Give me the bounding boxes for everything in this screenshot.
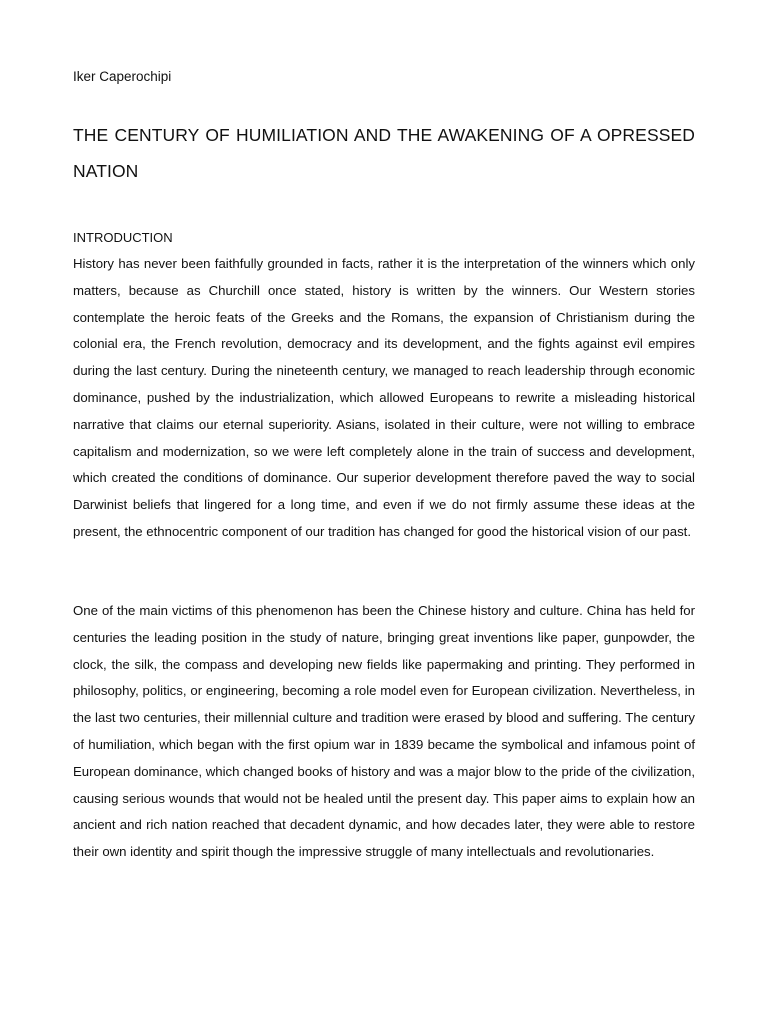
body-paragraph: History has never been faithfully grounded in facts, rather it is the interpretation of the winners which only matters, because as Churchill once stated, history is written by the winners. Our Western stories contemplate the heroic feats of the Greeks and the Romans, the expansion of Christianism during the colonial era, the French revolution, democracy and its development, and the fights against evil empires during the last century. During the nineteenth century, we managed to reach leadership through economic dominance, pushed by the industrialization, which allowed Europeans to rewrite a misleading historical narrative that claims our eternal superiority. Asians, isolated in their culture, were not willing to embrace capitalism and modernization, so we were left completely alone in the train of success and development, which created the conditions of dominance. Our superior development therefore paved the way to social Darwinist beliefs that lingered for a long time, and even if we do not firmly assume these ideas at the present, the ethnocentric component of our tradition has changed for good the historical vision of our past. [73,256,695,539]
body-paragraph: One of the main victims of this phenomenon has been the Chinese history and culture. China has held for centuries the leading position in the study of nature, bringing great inventions like paper, gunpowder, the clock, the silk, the compass and developing new fields like papermaking and printing. They performed in philosophy, politics, or engineering, becoming a role model even for European civilization. Nevertheless, in the last two centuries, their millennial culture and tradition were erased by blood and suffering. The century of humiliation, which began with the first opium war in 1839 became the symbolical and infamous point of European dominance, which changed books of history and was a major blow to the pride of the civilization, causing serious wounds that would not be healed until the present day. This paper aims to explain how an ancient and rich nation reached that decadent dynamic, and how decades later, they were able to restore their own identity and spirit though the impressive struggle of many intellectuals and revolutionaries. [73,603,695,860]
document-title: THE CENTURY OF HUMILIATION AND THE AWAKENING OF A OPRESSED NATION [73,125,695,181]
section-heading: INTRODUCTION [73,230,173,245]
author-name: Iker Caperochipi [73,69,172,84]
document-page [73,0,695,1024]
